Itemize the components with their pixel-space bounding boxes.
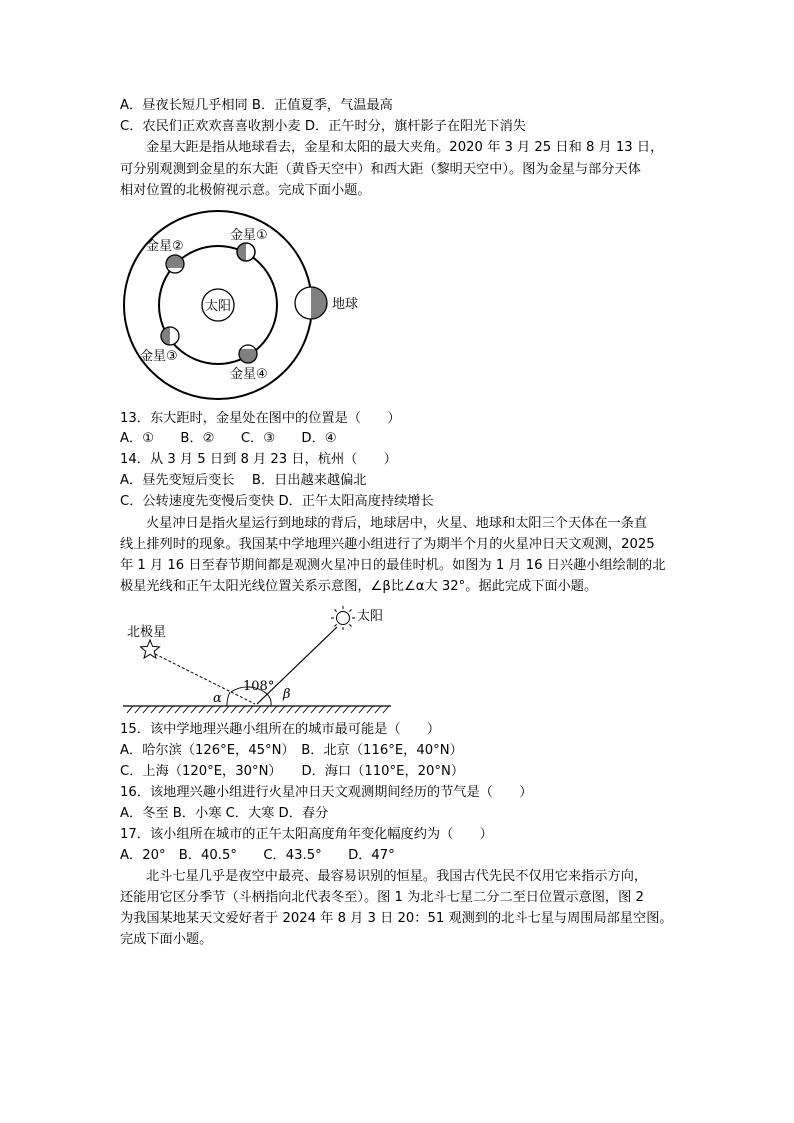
q14-options-line-1: A．昼先变短后变长 B．日出越来越偏北: [120, 473, 367, 488]
q14-options-line-2: C．公转速度先变慢后变快 D．正午太阳高度持续增长: [120, 494, 434, 509]
alpha-label: α: [213, 691, 222, 706]
dipper-passage-line-3: 为我国某地某天文爱好者于 2024 年 8 月 3 日 20：51 观测到的北斗七星与周围局部星空图。: [120, 911, 673, 926]
angle-108-label: 108°: [243, 679, 275, 694]
beta-arc: [267, 694, 271, 706]
venus-1-shadow: [237, 243, 246, 261]
polaris-ray: [155, 654, 255, 704]
sun-icon: [331, 606, 355, 630]
polaris-label: 北极星: [127, 625, 167, 640]
venus-orbit-figure: [110, 210, 370, 410]
sun-label: 太阳: [204, 299, 232, 314]
q14-stem: 14．从 3 月 5 日到 8 月 23 日，杭州（ ）: [120, 452, 397, 467]
polaris-sun-figure: [115, 600, 415, 718]
q17-stem: 17．该小组所在城市的正午太阳高度角年变化幅度约为（ ）: [120, 827, 493, 842]
q13-options: A．① B．② C．③ D．④: [120, 431, 337, 446]
earth-shadow: [311, 287, 327, 319]
sun-label: 太阳: [357, 609, 384, 624]
q15-options-line-2: C．上海（120°E，30°N） D．海口（110°E，20°N）: [120, 764, 465, 779]
mars-passage-line-1: 火星冲日是指火星运行到地球的背后，地球居中，火星、地球和太阳三个天体在一条直: [146, 516, 648, 531]
earth-label: 地球: [332, 297, 359, 312]
ground-hatch: [127, 706, 389, 713]
q15-options-line-1: A．哈尔滨（126°E，45°N） B．北京（116°E，40°N）: [120, 743, 463, 758]
dipper-passage-line-4: 完成下面小题。: [120, 932, 213, 947]
venus-4-label: 金星④: [230, 367, 268, 382]
q12-options-line-1: A．昼夜长短几乎相同 B．正值夏季，气温最高: [120, 98, 393, 113]
venus-3-label: 金星③: [140, 349, 178, 364]
beta-label: β: [283, 687, 291, 702]
q16-options: A．冬至 B．小寒 C．大寒 D．春分: [120, 806, 329, 821]
q15-stem: 15．该中学地理兴趣小组所在的城市最可能是（ ）: [120, 722, 441, 737]
venus-1-label: 金星①: [230, 228, 268, 243]
dipper-passage-line-2: 还能用它区分季节（斗柄指向北代表冬至）。图 1 为北斗七星二分二至日位置示意图，图 2: [120, 890, 644, 905]
q16-stem: 16．该地理兴趣小组进行火星冲日天文观测期间经历的节气是（ ）: [120, 785, 533, 800]
mars-passage-line-4: 极星光线和正午太阳光线位置关系示意图，∠β比∠α大 32°。据此完成下面小题。: [120, 579, 598, 594]
mars-passage-line-2: 线上排列时的现象。我国某中学地理兴趣小组进行了为期半个月的火星冲日天文观测，2025: [120, 537, 655, 552]
alpha-arc: [227, 692, 230, 706]
venus-2-label: 金星②: [146, 239, 184, 254]
q17-options: A．20° B．40.5° C．43.5° D．47°: [120, 848, 395, 863]
venus-passage-line-2: 可分别观测到金星的东大距（黄昏天空中）和西大距（黎明天空中）。图为金星与部分天体: [120, 162, 641, 177]
mars-passage-line-3: 年 1 月 16 日至春节期间都是观测火星冲日的最佳时机。如图为 1 月 16 日兴趣小组绘制的北: [120, 558, 666, 573]
q12-options-line-2: C．农民们正欢欢喜喜收割小麦 D．正午时分，旗杆影子在阳光下消失: [120, 119, 526, 134]
q13-stem: 13．东大距时，金星处在图中的位置是（ ）: [120, 411, 401, 426]
dipper-passage-line-1: 北斗七星几乎是夜空中最亮、最容易识别的恒星。我国古代先民不仅用它来指示方向，: [146, 869, 648, 884]
venus-3-shadow: [161, 327, 170, 345]
venus-passage-line-1: 金星大距是指从地球看去，金星和太阳的最大夹角。2020 年 3 月 25 日和 8 月 13 日，: [146, 140, 664, 155]
venus-passage-line-3: 相对位置的北极俯视示意。完成下面小题。: [120, 183, 371, 198]
